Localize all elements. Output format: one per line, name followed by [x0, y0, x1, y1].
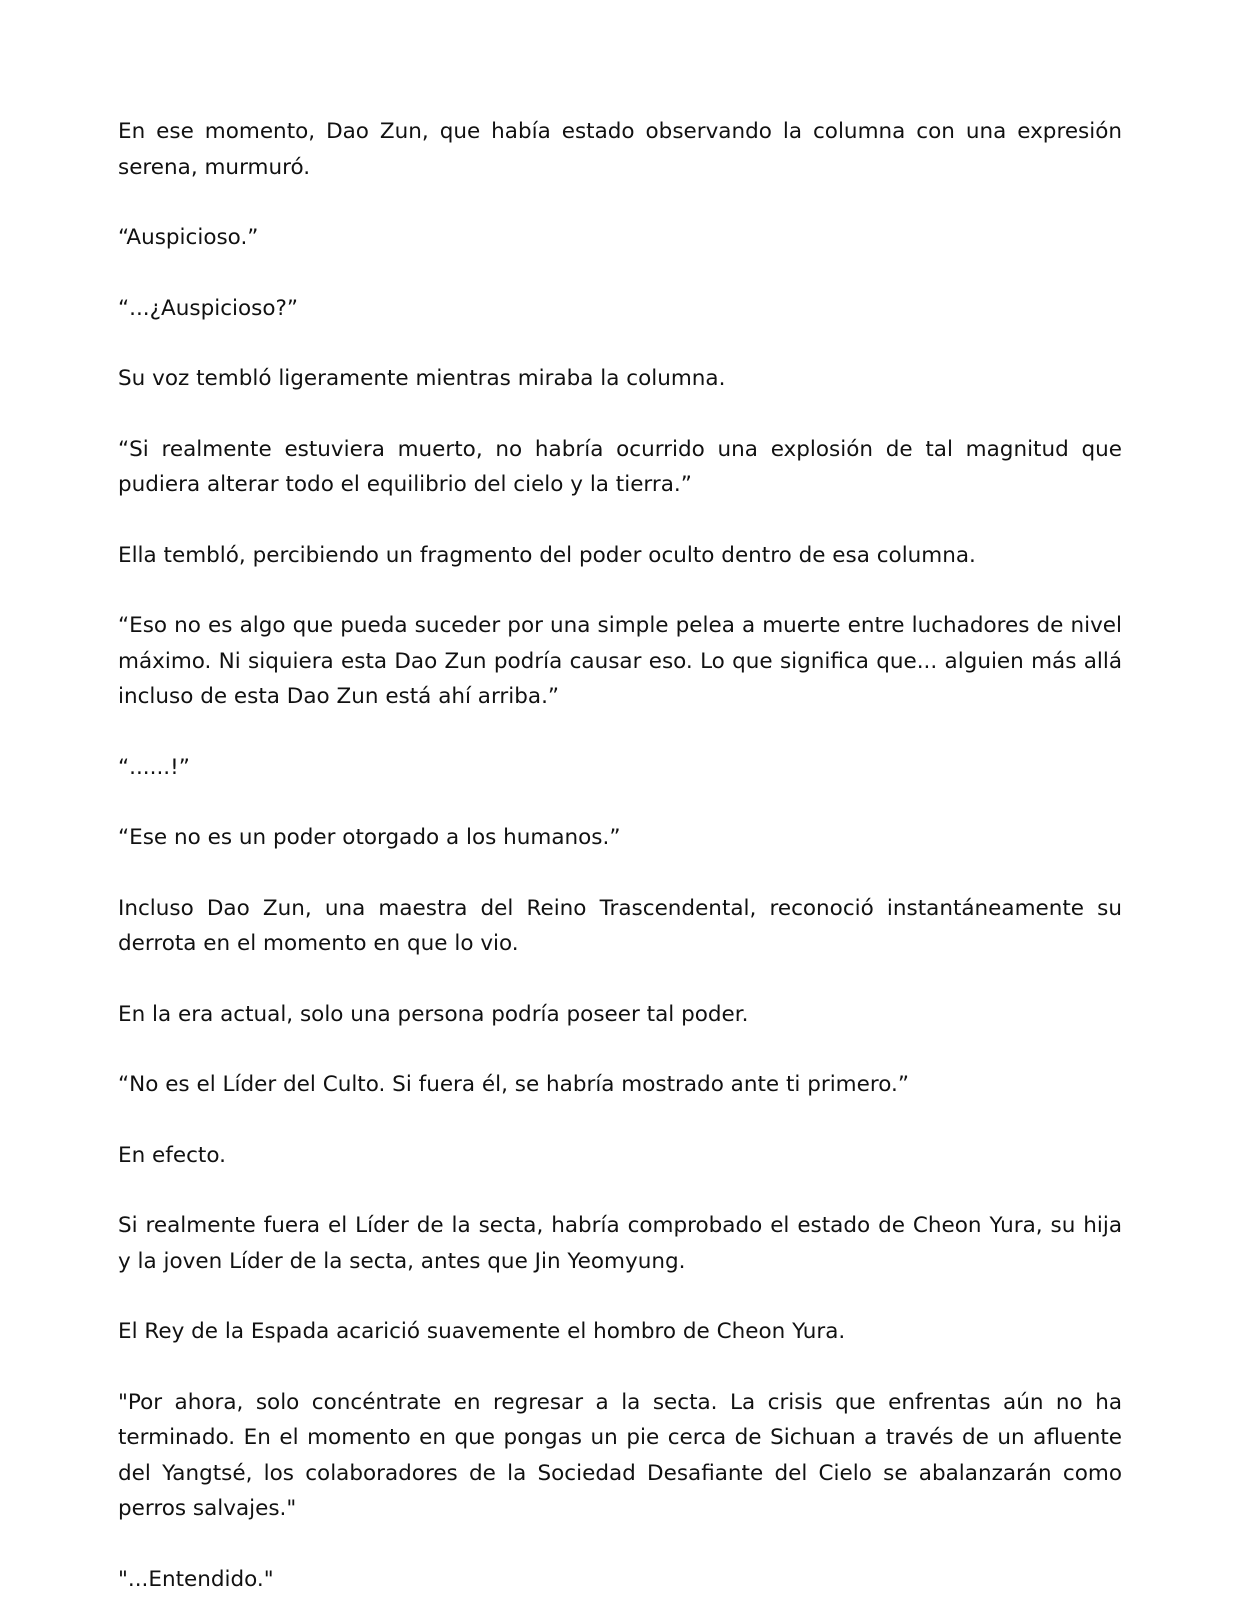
paragraph: Ella tembló, percibiendo un fragmento del poder oculto dentro de esa columna. [118, 542, 976, 568]
paragraph: "Por ahora, solo concéntrate en regresar a la secta. La crisis que enfrentas aún no ha terminado. En el momento en que pongas un pie cerca de Sichuan a través de un afluente del Yangtsé, los colaboradores de la Sociedad Desafiante del Cielo se abalanzarán como perros salvajes." [118, 1389, 1122, 1521]
paragraph: En ese momento, Dao Zun, que había estado observando la columna con una expresión serena, murmuró. [118, 119, 1122, 180]
paragraph: En la era actual, solo una persona podría poseer tal poder. [118, 1001, 749, 1027]
paragraph: “Eso no es algo que pueda suceder por una simple pelea a muerte entre luchadores de nivel máximo. Ni siquiera esta Dao Zun podría causar eso. Lo que significa que... alguien más allá incluso de esta Dao Zun está ahí arriba.” [118, 613, 1122, 709]
paragraph: “Ese no es un poder otorgado a los humanos.” [118, 825, 621, 850]
paragraph: "...Entendido." [118, 1566, 274, 1592]
paragraph: “Auspicioso.” [118, 225, 259, 250]
paragraph: En efecto. [118, 1142, 226, 1168]
paragraph: “...¿Auspicioso?” [118, 295, 299, 321]
paragraph: “......!” [118, 754, 190, 780]
paragraph: “Si realmente estuviera muerto, no habría ocurrido una explosión de tal magnitud que pudiera alterar todo el equilibrio del cielo y la tierra.” [118, 436, 1122, 497]
paragraph: El Rey de la Espada acarició suavemente el hombro de Cheon Yura. [118, 1319, 846, 1344]
paragraph: Su voz tembló ligeramente mientras miraba la columna. [118, 366, 726, 391]
paragraph: Incluso Dao Zun, una maestra del Reino Trascendental, reconoció instantáneamente su derrota en el momento en que lo vio. [118, 895, 1122, 956]
document-page [118, 114, 1122, 1597]
paragraph: “No es el Líder del Culto. Si fuera él, se habría mostrado ante ti primero.” [118, 1072, 909, 1097]
paragraph: Si realmente fuera el Líder de la secta, habría comprobado el estado de Cheon Yura, su hija y la joven Líder de la secta, antes que Jin Yeomyung. [118, 1213, 1122, 1274]
